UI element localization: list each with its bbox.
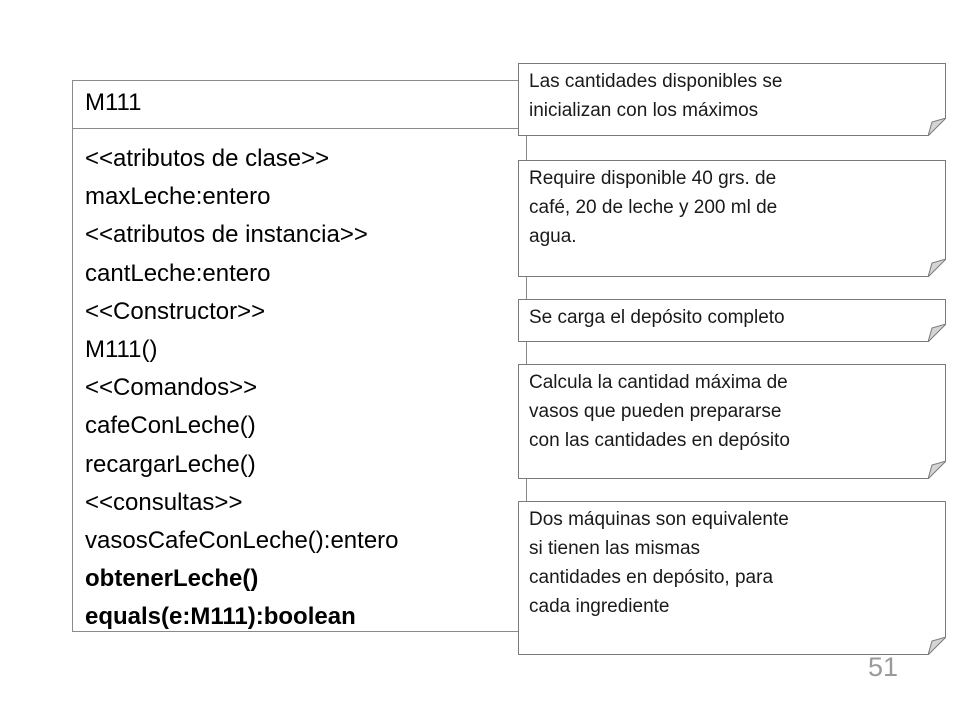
note-initialization bbox=[518, 63, 946, 136]
class-members bbox=[73, 129, 526, 637]
note-line: Se carga el depósito completo bbox=[529, 307, 785, 328]
query-obtenerleche: obtenerLeche() bbox=[85, 565, 259, 593]
note-recargar bbox=[518, 299, 946, 342]
note-line: con las cantidades en depósito bbox=[529, 430, 790, 451]
command-cafeconleche: cafeConLeche() bbox=[85, 412, 256, 440]
page-number: 51 bbox=[868, 652, 899, 682]
note-line: vasos que pueden prepararse bbox=[529, 401, 782, 422]
constructor-m111: M111() bbox=[85, 336, 158, 364]
note-fold-icon bbox=[928, 461, 946, 479]
attribute-cantleche: cantLeche:entero bbox=[85, 259, 271, 287]
note-vasos bbox=[518, 364, 946, 479]
note-fold-icon bbox=[928, 324, 946, 342]
note-line: cada ingrediente bbox=[529, 596, 670, 617]
stereotype-commands: <<Comandos>> bbox=[85, 374, 258, 402]
note-line: inicializan con los máximos bbox=[529, 100, 759, 121]
stereotype-constructor: <<Constructor>> bbox=[85, 297, 266, 325]
class-name: M111 bbox=[73, 81, 526, 129]
uml-class-box bbox=[72, 80, 527, 632]
note-line: Require disponible 40 grs. de bbox=[529, 168, 777, 189]
note-line: Dos máquinas son equivalente bbox=[529, 509, 789, 530]
note-line: agua. bbox=[529, 226, 577, 247]
attribute-maxleche: maxLeche:entero bbox=[85, 183, 271, 211]
note-fold-icon bbox=[928, 637, 946, 655]
command-recargarleche: recargarLeche() bbox=[85, 450, 256, 478]
note-line: Calcula la cantidad máxima de bbox=[529, 372, 788, 393]
note-line: Las cantidades disponibles se bbox=[529, 71, 783, 92]
note-fold-icon bbox=[928, 118, 946, 136]
query-equals: equals(e:M111):boolean bbox=[85, 603, 356, 631]
note-cafe-con-leche bbox=[518, 160, 946, 277]
note-fold-icon bbox=[928, 259, 946, 277]
query-vasoscafeconleche: vasosCafeConLeche():entero bbox=[85, 527, 399, 555]
stereotype-instance-attributes: <<atributos de instancia>> bbox=[85, 221, 368, 249]
note-equals bbox=[518, 501, 946, 655]
note-line: cantidades en depósito, para bbox=[529, 567, 774, 588]
note-line: si tienen las mismas bbox=[529, 538, 701, 559]
note-line: café, 20 de leche y 200 ml de bbox=[529, 197, 778, 218]
stereotype-class-attributes: <<atributos de clase>> bbox=[85, 145, 330, 172]
stereotype-queries: <<consultas>> bbox=[85, 488, 243, 516]
